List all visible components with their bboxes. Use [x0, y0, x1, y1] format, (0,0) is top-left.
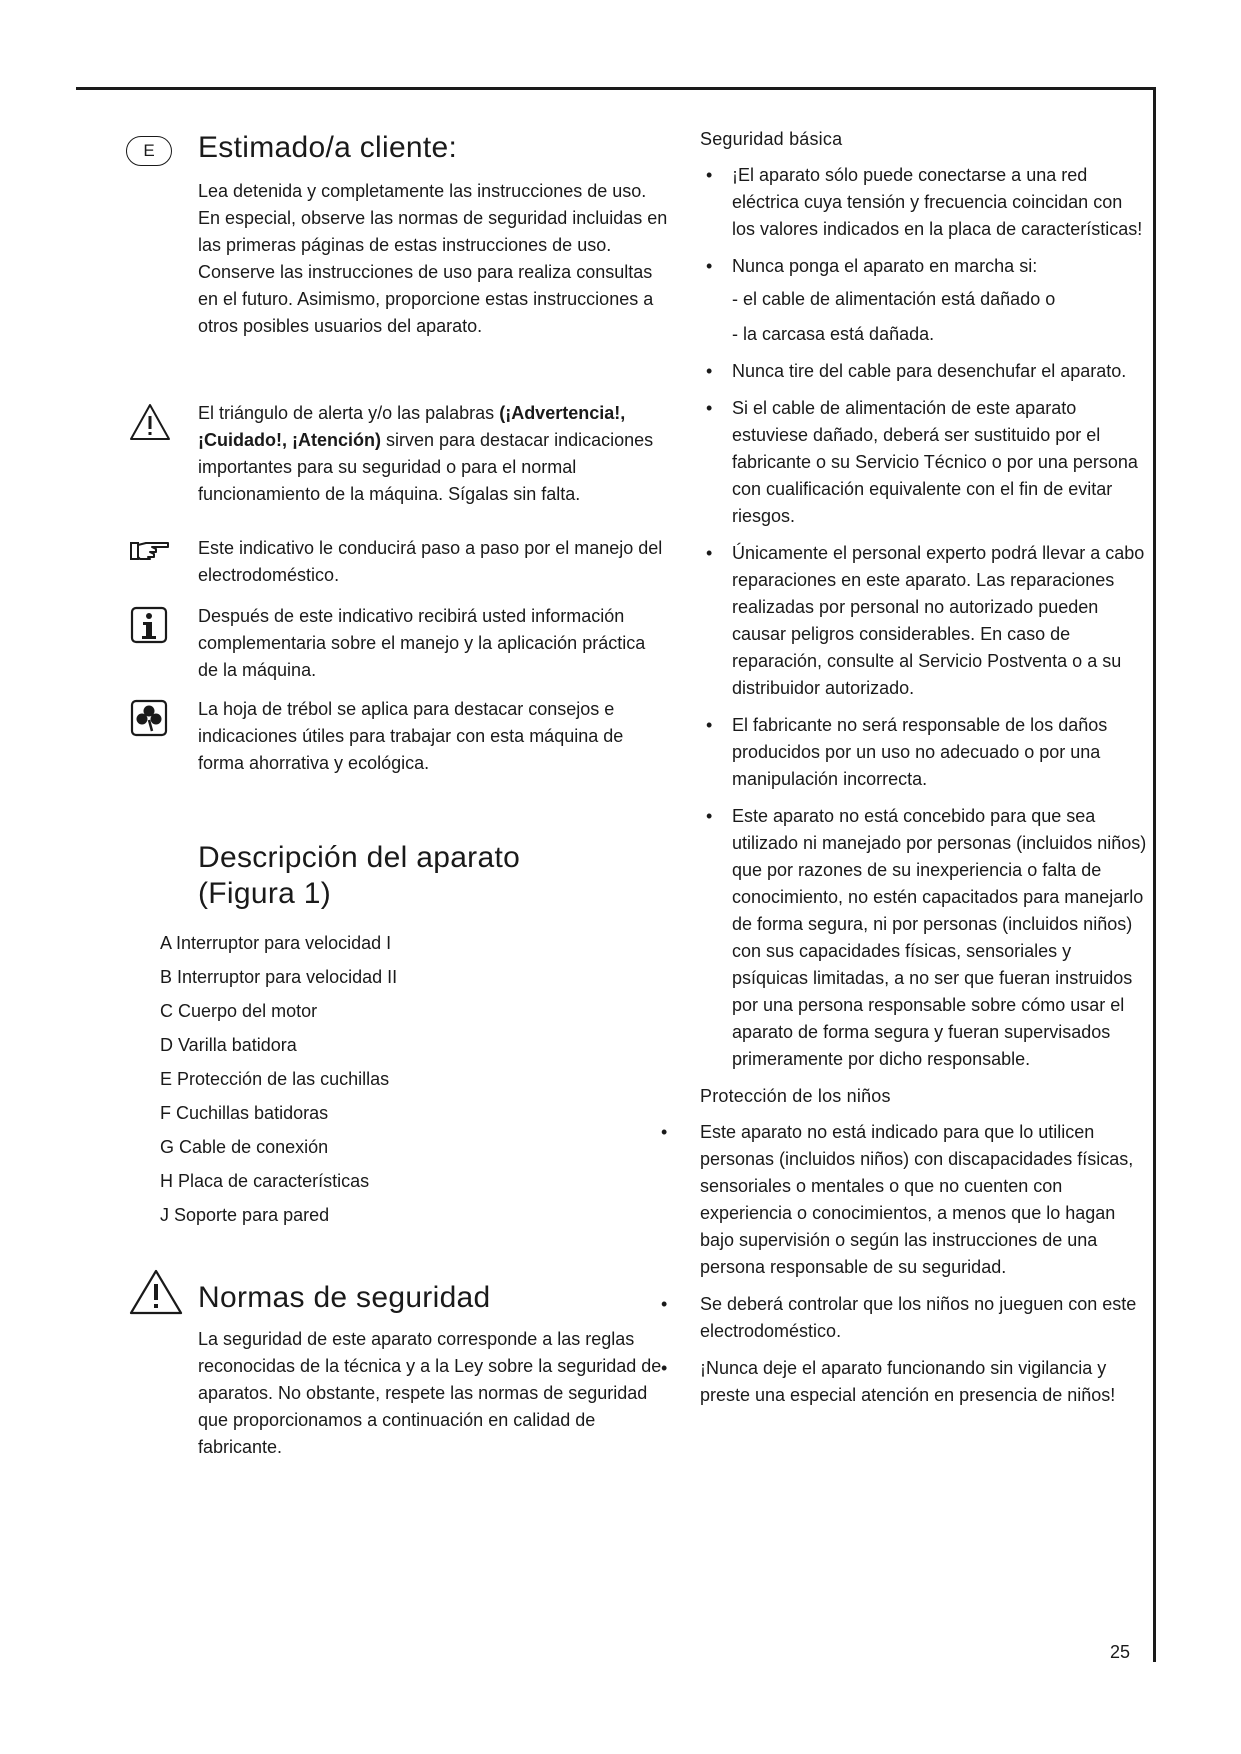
legend-warning-bold: (¡Advertencia!, ¡Cuidado!, ¡Atención) [198, 403, 626, 450]
intro-paragraph-2: Conserve las instrucciones de uso para realiza consultas en el futuro. Asimismo, proporcione estas instrucciones a otros posibles usuarios del aparato. [198, 262, 654, 336]
child-protection-item-2: • Se deberá controlar que los niños no jueguen con este electrodoméstico. [700, 1291, 1148, 1345]
basic-safety-item-5: • Únicamente el personal experto podrá llevar a cabo reparaciones en este aparato. Las reparaciones realizadas por personal no autorizado pueden causar peligros considerables. En caso de reparación, consulte al Servicio Postventa o a su distribuidor autorizado. [700, 540, 1148, 702]
legend-warning-pre: El triángulo de alerta y/o las palabras [198, 403, 495, 423]
part-item [160, 1062, 397, 1096]
part-item [160, 926, 397, 960]
page-frame-right-rule [1153, 87, 1156, 1662]
part-item [160, 1164, 397, 1198]
legend-clover-text: La hoja de trébol se aplica para destacar consejos e indicaciones útiles para trabajar con esta máquina de forma ahorrativa y ecológica. [198, 699, 624, 773]
part-letter: D [160, 1035, 173, 1055]
part-letter: A [160, 933, 172, 953]
parts-list [160, 926, 397, 1232]
part-letter: J [160, 1205, 169, 1225]
right-column [700, 126, 1148, 1419]
safety-intro-text: La seguridad de este aparato corresponde a las reglas reconocidas de la técnica y a la Ley sobre la seguridad de aparatos. No obstante, respete las normas de seguridad que proporcionamos a continuación en calidad de fabricante. [198, 1329, 662, 1457]
part-item [160, 994, 397, 1028]
child-protection-item-1: • Este aparato no está indicado para que lo utilicen personas (incluidos niños) con discapacidades físicas, sensoriales o mentales o que no cuenten con experiencia o conocimientos, a menos que lo hagan bajo supervisión o según las instrucciones de una persona responsable de su seguridad. [700, 1119, 1148, 1281]
basic-safety-list [700, 162, 1148, 1073]
part-item [160, 1130, 397, 1164]
child-protection-heading: Protección de los niños [700, 1086, 891, 1106]
description-title [198, 840, 658, 912]
pointing-hand-icon [128, 535, 172, 575]
part-text: Interruptor para velocidad I [176, 933, 392, 953]
part-letter: C [160, 1001, 173, 1021]
warning-triangle-icon [128, 402, 172, 442]
part-text: Interruptor para velocidad II [177, 967, 398, 987]
safety-title: Normas de seguridad [198, 1281, 491, 1314]
intro-text [198, 178, 668, 340]
part-letter: G [160, 1137, 175, 1157]
part-item [160, 960, 397, 994]
part-text: Cable de conexión [179, 1137, 329, 1157]
part-text: Placa de características [178, 1171, 370, 1191]
child-protection-item-3: • ¡Nunca deje el aparato funcionando sin vigilancia y preste una especial atención en presencia de niños! [700, 1355, 1148, 1409]
part-item [160, 1198, 397, 1232]
basic-safety-item-1: • ¡El aparato sólo puede conectarse a una red eléctrica cuya tensión y frecuencia coincidan con los valores indicados en la placa de características! [700, 162, 1148, 243]
basic-safety-item-6: • El fabricante no será responsable de los daños producidos por un uso no adecuado o por una manipulación incorrecta. [700, 712, 1148, 793]
child-protection-list [700, 1119, 1148, 1409]
intro-title: Estimado/a cliente: [198, 131, 458, 164]
part-letter: E [160, 1069, 173, 1089]
child-protection-section [700, 1083, 1148, 1409]
basic-safety-sublist [732, 286, 1148, 348]
basic-safety-subitem-1: - el cable de alimentación está dañado o [732, 289, 1056, 309]
basic-safety-item-4: • Si el cable de alimentación de este aparato estuviese dañado, deberá ser sustituido por el fabricante o su Servicio Técnico o por una persona con cualificación equivalente con el fin de evitar riesgos. [700, 395, 1148, 530]
legend-warning-post: sirven para destacar indicaciones importantes para su seguridad o para el normal funcionamiento de la máquina. Sígalas sin falta. [198, 430, 654, 504]
language-badge: E [126, 136, 172, 166]
part-text: Cuerpo del motor [178, 1001, 318, 1021]
legend-hand-text: Este indicativo le conducirá paso a paso por el manejo del electrodoméstico. [198, 538, 663, 585]
part-letter: B [160, 967, 173, 987]
description-title-line-1: Descripción del aparato [198, 841, 521, 874]
basic-safety-item-2 [700, 253, 1148, 348]
part-text: Cuchillas batidoras [176, 1103, 329, 1123]
part-text: Protección de las cuchillas [177, 1069, 390, 1089]
legend-info-text: Después de este indicativo recibirá usted información complementaria sobre el manejo y la aplicación práctica de la máquina. [198, 606, 646, 680]
part-letter: H [160, 1171, 173, 1191]
warning-triangle-large-icon [128, 1268, 184, 1316]
page-number: 25 [1110, 1642, 1131, 1662]
part-text: Soporte para pared [174, 1205, 330, 1225]
part-item [160, 1028, 397, 1062]
intro-paragraph-1: Lea detenida y completamente las instrucciones de uso. En especial, observe las normas de seguridad incluidas en las primeras páginas de estas instrucciones de uso. [198, 181, 668, 255]
info-icon [128, 605, 172, 645]
legend-warning-text [198, 400, 668, 508]
basic-safety-heading: Seguridad básica [700, 129, 843, 149]
clover-leaf-icon [128, 698, 172, 738]
page-frame-top-rule [76, 87, 1155, 90]
part-item [160, 1096, 397, 1130]
basic-safety-item-3: • Nunca tire del cable para desenchufar el aparato. [700, 358, 1148, 385]
part-letter: F [160, 1103, 171, 1123]
basic-safety-item-2-text: Nunca ponga el aparato en marcha si: [732, 256, 1038, 276]
basic-safety-item-7: • Este aparato no está concebido para que sea utilizado ni manejado por personas (incluidos niños) que por razones de su inexperiencia o falta de conocimiento, no estén capacitados para manejarlo de forma segura, ni por personas (incluidos niños) con sus capacidades físicas, sensoriales y psíquicas limitadas, a no ser que fueran instruidos por una persona responsable sobre cómo usar el aparato de forma segura y fueran supervisados primeramente por dicho responsable. [700, 803, 1148, 1073]
basic-safety-subitem-2: - la carcasa está dañada. [732, 324, 935, 344]
part-text: Varilla batidora [178, 1035, 297, 1055]
description-title-line-2: (Figura 1) [198, 877, 332, 910]
